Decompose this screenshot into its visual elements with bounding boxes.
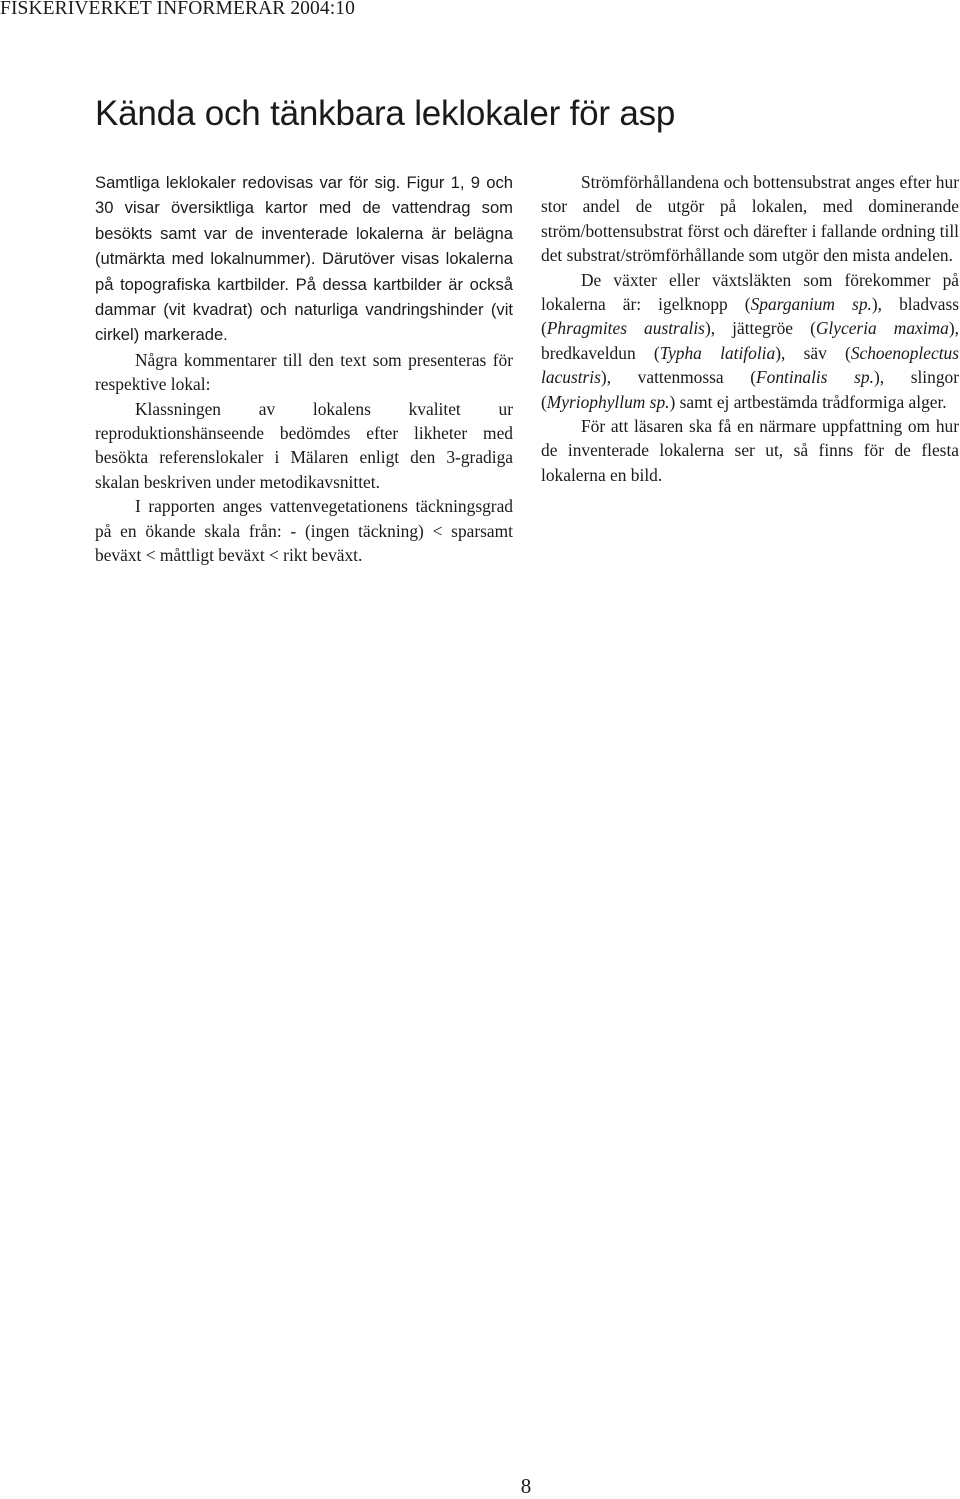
species-name: Myriophyllum sp. [546,391,670,412]
paragraph-text: ), jättegröe ( [704,318,816,339]
page-title: Kända och tänkbara leklokaler för asp [95,94,676,133]
species-name: Glyceria maxima [815,318,949,339]
paragraph-p6 [541,268,959,414]
left-column [95,170,513,568]
right-column [541,170,959,487]
paragraph-text: ), slingor ( [541,367,960,412]
paragraph-p4 [95,494,513,567]
species-name: Typha latifolia [659,342,776,363]
species-name: Fontinalis sp. [756,367,874,388]
species-name: Sparganium sp. [750,294,872,315]
paragraph-text: ) samt ej artbestämda trådformiga alger. [669,391,947,412]
paragraph-p2 [95,348,513,397]
paragraph-text: ), bredkaveldun ( [541,318,959,363]
paragraph-p5 [541,170,959,268]
paragraph-text: För att läsaren ska få en närmare uppfattning om hur de inventerade lokalerna ser ut, så finns för de flesta lokalerna en bild. [541,416,959,485]
paragraph-text: ), bladvass ( [541,294,959,339]
paragraph-text: ), vattenmossa ( [600,367,757,388]
paragraph-p3 [95,397,513,495]
paragraph-text: Klassningen av lokalens kvalitet ur reproduktionshänseende bedömdes efter likheter med besökta referenslokaler i Mälaren enligt den 3-gradiga skalan beskriven under metodikavsnittet. [95,398,513,492]
page-number: 8 [520,1474,532,1498]
species-name: Schoenoplectus lacustris [541,342,959,388]
paragraph-text: Några kommentarer till den text som presenteras för respektive lokal: [95,349,513,395]
paragraph-text: Samtliga leklokaler redovisas var för sig. Figur 1, 9 och 30 visar översiktliga kartor med de vattendrag som besökts samt var de inventerade lokalerna är belägna (utmärkta med lokalnummer). Därutöver visas lokalerna på topografiska kartbilder. På dessa kartbilder är också dammar (vit kvadrat) och naturliga vandringshinder (vit cirkel) markerade. [95,173,513,345]
species-name: Phragmites australis [546,318,705,339]
paragraph-text: Strömförhållandena och bottensubstrat anges efter hur stor andel de utgör på lokalen, med dominerande ström/bottensubstrat först och därefter i fallande ordning till det substrat/strömförhållande som utgör den mista andelen. [541,172,959,266]
running-head: FISKERIVERKET INFORMERAR 2004:10 [0,0,355,19]
paragraph-text: De växter eller växtsläkten som förekommer på lokalerna är: igelknopp ( [541,269,959,315]
paragraph-text: ), säv ( [775,342,851,363]
paragraph-text: I rapporten anges vattenvegetationens täckningsgrad på en ökande skala från: - (ingen täckning) < sparsamt beväxt < måttligt beväxt < rikt beväxt. [95,496,513,566]
paragraph-p7 [541,414,959,487]
paragraph-p1 [95,170,513,348]
